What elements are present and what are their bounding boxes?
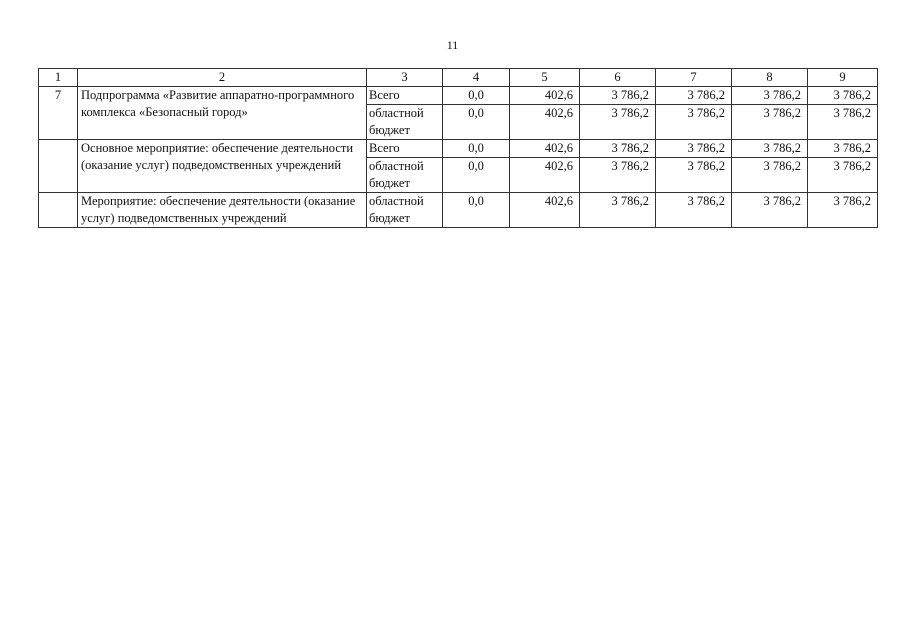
value-cell: 3 786,2 bbox=[732, 105, 808, 140]
table-row bbox=[39, 140, 878, 158]
header-cell: 8 bbox=[732, 69, 808, 87]
header-cell: 4 bbox=[443, 69, 510, 87]
value-cell: 3 786,2 bbox=[580, 158, 656, 193]
value-cell: 402,6 bbox=[510, 105, 580, 140]
funding-source-cell: Всего bbox=[367, 140, 443, 158]
value-cell: 0,0 bbox=[443, 105, 510, 140]
value-cell: 3 786,2 bbox=[580, 105, 656, 140]
value-cell: 3 786,2 bbox=[580, 87, 656, 105]
funding-source-cell: областной бюджет bbox=[367, 105, 443, 140]
header-cell: 3 bbox=[367, 69, 443, 87]
item-name-cell: Основное мероприятие: обеспечение деятельности (оказание услуг) подведомственных учреждений bbox=[78, 140, 367, 193]
funding-source-cell: областной бюджет bbox=[367, 158, 443, 193]
value-cell: 3 786,2 bbox=[808, 105, 878, 140]
value-cell: 3 786,2 bbox=[732, 87, 808, 105]
value-cell: 402,6 bbox=[510, 87, 580, 105]
value-cell: 3 786,2 bbox=[732, 140, 808, 158]
header-cell: 5 bbox=[510, 69, 580, 87]
row-index-cell bbox=[39, 193, 78, 228]
value-cell: 3 786,2 bbox=[732, 193, 808, 228]
value-cell: 402,6 bbox=[510, 140, 580, 158]
value-cell: 0,0 bbox=[443, 193, 510, 228]
table-row bbox=[39, 87, 878, 105]
value-cell: 3 786,2 bbox=[808, 193, 878, 228]
value-cell: 3 786,2 bbox=[808, 158, 878, 193]
value-cell: 3 786,2 bbox=[580, 140, 656, 158]
value-cell: 0,0 bbox=[443, 87, 510, 105]
header-cell: 1 bbox=[39, 69, 78, 87]
value-cell: 3 786,2 bbox=[656, 105, 732, 140]
header-cell: 9 bbox=[808, 69, 878, 87]
table-row bbox=[39, 193, 878, 228]
value-cell: 3 786,2 bbox=[580, 193, 656, 228]
table-body bbox=[39, 69, 878, 228]
item-name-cell: Мероприятие: обеспечение деятельности (оказание услуг) подведомственных учреждений bbox=[78, 193, 367, 228]
budget-table bbox=[38, 68, 878, 228]
value-cell: 3 786,2 bbox=[808, 140, 878, 158]
value-cell: 0,0 bbox=[443, 140, 510, 158]
page-number: 11 bbox=[446, 38, 459, 52]
value-cell: 3 786,2 bbox=[808, 87, 878, 105]
value-cell: 3 786,2 bbox=[656, 158, 732, 193]
header-cell: 7 bbox=[656, 69, 732, 87]
value-cell: 0,0 bbox=[443, 158, 510, 193]
item-name-cell: Подпрограмма «Развитие аппаратно-программного комплекса «Безопасный город» bbox=[78, 87, 367, 140]
value-cell: 3 786,2 bbox=[656, 87, 732, 105]
row-index-cell: 7 bbox=[39, 87, 78, 140]
row-index-cell bbox=[39, 140, 78, 193]
value-cell: 402,6 bbox=[510, 193, 580, 228]
header-cell: 6 bbox=[580, 69, 656, 87]
value-cell: 402,6 bbox=[510, 158, 580, 193]
value-cell: 3 786,2 bbox=[656, 140, 732, 158]
funding-source-cell: областной бюджет bbox=[367, 193, 443, 228]
value-cell: 3 786,2 bbox=[732, 158, 808, 193]
header-cell: 2 bbox=[78, 69, 367, 87]
value-cell: 3 786,2 bbox=[656, 193, 732, 228]
funding-source-cell: Всего bbox=[367, 87, 443, 105]
table-header-row bbox=[39, 69, 878, 87]
